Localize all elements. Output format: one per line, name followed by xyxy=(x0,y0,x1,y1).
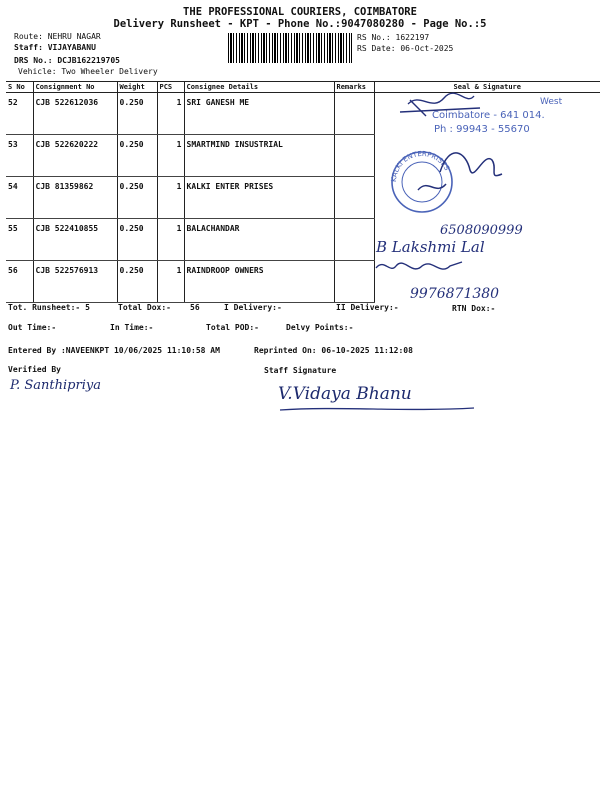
ii-delivery: II Delivery:- xyxy=(336,303,399,312)
cell-sno: 53 xyxy=(6,135,33,177)
total-dox-label: Total Dox:- xyxy=(118,303,171,312)
company-title: THE PROFESSIONAL COURIERS, COIMBATORE xyxy=(183,6,417,18)
cell-remarks xyxy=(334,177,374,219)
cell-weight: 0.250 xyxy=(117,177,157,219)
cell-pcs: 1 xyxy=(157,219,184,261)
cell-weight: 0.250 xyxy=(117,93,157,135)
staff-signature-underline xyxy=(278,404,478,414)
cell-weight: 0.250 xyxy=(117,135,157,177)
cell-consignee: SMARTMIND INSUSTRIAL xyxy=(184,135,334,177)
cell-remarks xyxy=(334,93,374,135)
cell-consignment: CJB 522620222 xyxy=(33,135,117,177)
row54-phone: 6508090999 xyxy=(440,223,523,238)
cell-weight: 0.250 xyxy=(117,219,157,261)
cell-consignment: CJB 522576913 xyxy=(33,261,117,303)
staff-signature: V.Vidaya Bhanu xyxy=(278,384,412,404)
cell-pcs: 1 xyxy=(157,93,184,135)
col-consignment: Consignment No xyxy=(33,82,117,93)
delvy-points: Delvy Points:- xyxy=(286,323,354,332)
entered-by: Entered By :NAVEENKPT 10/06/2025 11:10:58 AM xyxy=(8,346,220,355)
cell-consignee: SRI GANESH ME xyxy=(184,93,334,135)
total-dox-value: 56 xyxy=(190,303,200,312)
rs-number: RS No.: 1622197 xyxy=(357,33,430,42)
stamp-line1: West xyxy=(540,97,563,107)
stamp-line2: Coimbatore - 641 014. xyxy=(432,110,545,121)
cell-consignment: CJB 522410855 xyxy=(33,219,117,261)
i-delivery: I Delivery:- xyxy=(224,303,282,312)
cell-sno: 54 xyxy=(6,177,33,219)
drs-number: DRS No.: DCJB162219705 xyxy=(14,56,120,65)
col-pcs: PCS xyxy=(157,82,184,93)
cell-sno: 52 xyxy=(6,93,33,135)
route-label: Route: NEHRU NAGAR xyxy=(14,32,101,41)
col-remarks: Remarks xyxy=(334,82,374,93)
verifier-signature: P. Santhipriya xyxy=(10,378,101,393)
in-time: In Time:- xyxy=(110,323,154,332)
col-weight: Weight xyxy=(117,82,157,93)
row56-signature-scribble xyxy=(376,262,462,269)
total-pod: Total POD:- xyxy=(206,323,259,332)
staff-signature-label: Staff Signature xyxy=(264,366,337,375)
verified-by-label: Verified By xyxy=(8,365,61,374)
seal-text: KALKI ENTERPRISES xyxy=(389,149,451,183)
staff-label: Staff: VIJAYABANU xyxy=(14,43,96,52)
reprinted-on: Reprinted On: 06-10-2025 11:12:08 xyxy=(254,346,413,355)
cell-consignee: RAINDROOP OWNERS xyxy=(184,261,334,303)
rtn-dox: RTN Dox:- xyxy=(452,304,496,313)
cell-remarks xyxy=(334,261,374,303)
cell-weight: 0.250 xyxy=(117,261,157,303)
row55-signature: B Lakshmi Lal xyxy=(376,238,485,256)
cell-remarks xyxy=(334,219,374,261)
cell-consignee: KALKI ENTER PRISES xyxy=(184,177,334,219)
cell-consignee: BALACHANDAR xyxy=(184,219,334,261)
cell-pcs: 1 xyxy=(157,135,184,177)
cell-consignment: CJB 522612036 xyxy=(33,93,117,135)
cell-sno: 56 xyxy=(6,261,33,303)
signature-stamp-layer xyxy=(370,82,600,302)
round-seal xyxy=(390,150,452,212)
rs-date: RS Date: 06-Oct-2025 xyxy=(357,44,454,53)
cell-remarks xyxy=(334,135,374,177)
col-seal-signature: Seal & Signature xyxy=(374,82,600,93)
tot-runsheet: Tot. Runsheet:- 5 xyxy=(8,303,90,312)
col-consignee: Consignee Details xyxy=(184,82,334,93)
vehicle-label: Vehicle: Two Wheeler Delivery xyxy=(18,67,158,76)
cell-pcs: 1 xyxy=(157,177,184,219)
row56-phone: 9976871380 xyxy=(410,286,500,302)
runsheet-subtitle: Delivery Runsheet - KPT - Phone No.:9047080280 - Page No.:5 xyxy=(113,18,487,30)
barcode xyxy=(228,33,352,63)
out-time: Out Time:- xyxy=(8,323,57,332)
col-sno: S No xyxy=(6,82,33,93)
stamp-line3: Ph : 99943 - 55670 xyxy=(434,124,530,135)
cell-sno: 55 xyxy=(6,219,33,261)
cell-consignment: CJB 81359862 xyxy=(33,177,117,219)
cell-pcs: 1 xyxy=(157,261,184,303)
